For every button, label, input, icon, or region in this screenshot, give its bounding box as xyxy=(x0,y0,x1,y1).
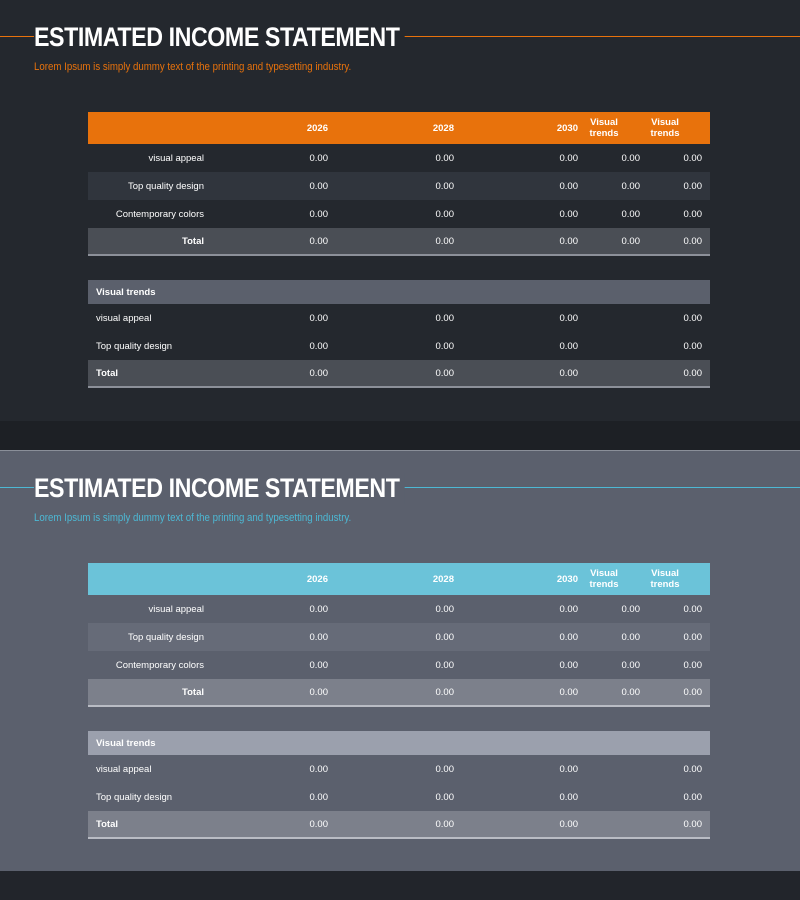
row-label: Top quality design xyxy=(127,631,204,643)
row-label: visual appeal xyxy=(96,312,152,324)
value-cell: 0.00 xyxy=(621,180,640,192)
value-cell: 0.00 xyxy=(621,603,640,615)
value-cell: 0.00 xyxy=(559,818,578,830)
row-label: visual appeal xyxy=(148,603,204,615)
value-cell: 0.00 xyxy=(435,152,454,164)
value-cell: 0.00 xyxy=(559,367,578,379)
table-row xyxy=(88,755,710,783)
value-cell: 0.00 xyxy=(559,686,578,698)
value-cell: 0.00 xyxy=(683,686,702,698)
footer-band xyxy=(0,871,800,900)
table-row xyxy=(88,200,710,228)
header-text: Visual xyxy=(651,117,679,128)
value-cell: 0.00 xyxy=(309,791,328,803)
header-cell: 2030 xyxy=(556,573,578,585)
value-cell: 0.00 xyxy=(435,818,454,830)
row-label: visual appeal xyxy=(96,763,152,775)
total-label: Total xyxy=(96,367,118,379)
value-cell: 0.00 xyxy=(683,180,702,192)
value-cell: 0.00 xyxy=(621,235,640,247)
value-cell: 0.00 xyxy=(621,631,640,643)
table-row xyxy=(88,144,710,172)
value-cell: 0.00 xyxy=(683,603,702,615)
value-cell: 0.00 xyxy=(559,235,578,247)
value-cell: 0.00 xyxy=(559,340,578,352)
page-title: ESTIMATED INCOME STATEMENT xyxy=(34,473,405,504)
income-table xyxy=(88,112,710,388)
value-cell: 0.00 xyxy=(621,686,640,698)
value-cell: 0.00 xyxy=(435,686,454,698)
page-title: ESTIMATED INCOME STATEMENT xyxy=(34,22,405,53)
table-row xyxy=(88,332,710,360)
slide-light xyxy=(0,450,800,900)
header-cell: 2026 xyxy=(306,122,328,134)
value-cell: 0.00 xyxy=(683,152,702,164)
value-cell: 0.00 xyxy=(559,152,578,164)
value-cell: 0.00 xyxy=(683,659,702,671)
value-cell: 0.00 xyxy=(435,791,454,803)
value-cell: 0.00 xyxy=(309,659,328,671)
header-cell: 2028 xyxy=(432,122,454,134)
value-cell: 0.00 xyxy=(683,235,702,247)
value-cell: 0.00 xyxy=(621,208,640,220)
total-row xyxy=(88,679,710,707)
header-cell xyxy=(628,563,702,595)
value-cell: 0.00 xyxy=(435,208,454,220)
income-table xyxy=(88,563,710,839)
table-row xyxy=(88,595,710,623)
value-cell: 0.00 xyxy=(435,180,454,192)
row-label: Contemporary colors xyxy=(115,659,204,671)
value-cell: 0.00 xyxy=(559,208,578,220)
total-label: Total xyxy=(182,686,204,698)
row-label: visual appeal xyxy=(148,152,204,164)
header-cell: 2030 xyxy=(556,122,578,134)
table-row xyxy=(88,651,710,679)
value-cell: 0.00 xyxy=(309,631,328,643)
value-cell: 0.00 xyxy=(309,180,328,192)
footer-band xyxy=(0,421,800,450)
header-text: Visual xyxy=(651,568,679,579)
value-cell: 0.00 xyxy=(683,208,702,220)
total-label: Total xyxy=(96,818,118,830)
total-row xyxy=(88,811,710,839)
table-row xyxy=(88,172,710,200)
value-cell: 0.00 xyxy=(309,340,328,352)
page-subtitle: Lorem Ipsum is simply dummy text of the printing and typesetting industry. xyxy=(34,512,352,524)
row-label: Top quality design xyxy=(96,791,173,803)
value-cell: 0.00 xyxy=(683,791,702,803)
header-cell xyxy=(628,112,702,144)
value-cell: 0.00 xyxy=(683,818,702,830)
value-cell: 0.00 xyxy=(309,208,328,220)
value-cell: 0.00 xyxy=(435,235,454,247)
value-cell: 0.00 xyxy=(435,659,454,671)
table-row xyxy=(88,623,710,651)
section-title: Visual trends xyxy=(96,737,156,749)
value-cell: 0.00 xyxy=(559,180,578,192)
value-cell: 0.00 xyxy=(683,631,702,643)
value-cell: 0.00 xyxy=(559,603,578,615)
value-cell: 0.00 xyxy=(683,340,702,352)
header-text: trends xyxy=(650,128,680,139)
value-cell: 0.00 xyxy=(683,763,702,775)
value-cell: 0.00 xyxy=(309,312,328,324)
table-header-row xyxy=(88,112,710,144)
value-cell: 0.00 xyxy=(309,818,328,830)
value-cell: 0.00 xyxy=(559,763,578,775)
value-cell: 0.00 xyxy=(309,235,328,247)
value-cell: 0.00 xyxy=(435,312,454,324)
header-text: trends xyxy=(650,579,680,590)
value-cell: 0.00 xyxy=(559,312,578,324)
row-label: Top quality design xyxy=(96,340,173,352)
section-title: Visual trends xyxy=(96,286,156,298)
value-cell: 0.00 xyxy=(435,367,454,379)
header-text: trends xyxy=(589,579,619,590)
header-text: trends xyxy=(589,128,619,139)
header-cell: 2026 xyxy=(306,573,328,585)
value-cell: 0.00 xyxy=(683,312,702,324)
value-cell: 0.00 xyxy=(559,791,578,803)
table-row xyxy=(88,304,710,332)
header-text: Visual xyxy=(590,568,618,579)
total-row xyxy=(88,360,710,388)
table-row xyxy=(88,783,710,811)
row-label: Top quality design xyxy=(127,180,204,192)
value-cell: 0.00 xyxy=(435,603,454,615)
value-cell: 0.00 xyxy=(621,152,640,164)
total-label: Total xyxy=(182,235,204,247)
value-cell: 0.00 xyxy=(435,340,454,352)
value-cell: 0.00 xyxy=(683,367,702,379)
value-cell: 0.00 xyxy=(309,763,328,775)
value-cell: 0.00 xyxy=(309,367,328,379)
value-cell: 0.00 xyxy=(309,603,328,615)
value-cell: 0.00 xyxy=(309,152,328,164)
value-cell: 0.00 xyxy=(435,631,454,643)
row-label: Contemporary colors xyxy=(115,208,204,220)
page-subtitle: Lorem Ipsum is simply dummy text of the printing and typesetting industry. xyxy=(34,61,352,73)
total-row xyxy=(88,228,710,256)
value-cell: 0.00 xyxy=(621,659,640,671)
value-cell: 0.00 xyxy=(309,686,328,698)
section-header xyxy=(88,731,710,755)
table-header-row xyxy=(88,563,710,595)
header-cell: 2028 xyxy=(432,573,454,585)
value-cell: 0.00 xyxy=(559,659,578,671)
section-header xyxy=(88,280,710,304)
value-cell: 0.00 xyxy=(435,763,454,775)
value-cell: 0.00 xyxy=(559,631,578,643)
header-text: Visual xyxy=(590,117,618,128)
